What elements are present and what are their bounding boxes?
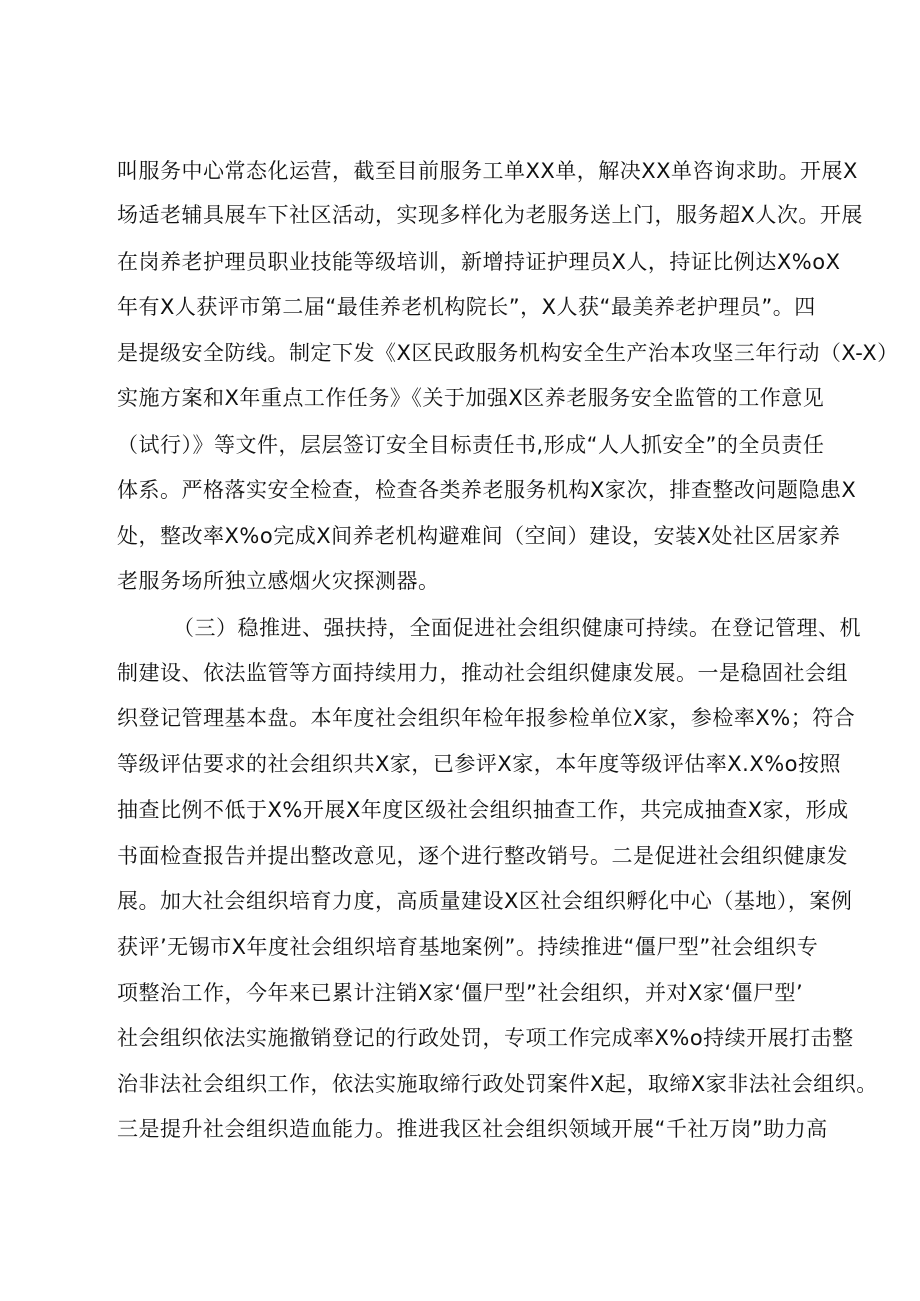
text-line: 项整治工作，今年来已累计注销X家‘僵尸型”社会组织，并对X家‘僵尸型’ — [117, 981, 804, 1005]
text-line: 三是提升社会组织造血能力。推进我区社会组织领域开展“千社万岗”助力高 — [117, 1117, 828, 1141]
text-line: 展。加大社会组织培育力度，高质量建设X区社会组织孵化中心（基地），案例 — [117, 889, 853, 913]
text-line: 是提级安全防线。制定下发《X区民政服务机构安全生产治本攻坚三年行动（X-X） — [117, 341, 899, 365]
text-line: 在岗养老护理员职业技能等级培训，新增持证护理员X人，持证比例达X%oX — [117, 250, 841, 274]
text-line: 叫服务中心常态化运营，截至目前服务工单XX单，解决XX单咨询求助。开展X — [117, 159, 858, 183]
text-line: 获评’无锡市X年度社会组织培育基地案例”。持续推进“僵尸型”社会组织专 — [117, 935, 819, 959]
text-line: 社会组织依法实施撤销登记的行政处罚，专项工作完成率X%o持续开展打击整 — [117, 1026, 854, 1050]
text-line: 老服务场所独立感烟火灾探测器。 — [117, 569, 440, 593]
text-line: 治非法社会组织工作，依法实施取缔行政处罚案件X起，取缔X家非法社会组织。 — [117, 1072, 878, 1096]
text-line: （试行）》等文件，层层签订安全目标责任书,形成“人人抓安全”的全员责任 — [117, 433, 825, 457]
text-line: 书面检查报告并提出整改意见，逐个进行整改销号。二是促进社会组织健康发 — [117, 844, 848, 868]
text-line: 制建设、依法监管等方面持续用力，推动社会组织健康发展。一是稳固社会组 — [117, 661, 848, 685]
text-line: 实施方案和X年重点工作任务》《关于加强X区养老服务安全监管的工作意见 — [117, 386, 825, 410]
text-line: 抽查比例不低于X%开展X年度区级社会组织抽查工作，共完成抽查X家，形成 — [117, 798, 849, 822]
text-line: 体系。严格落实安全检查，检查各类养老服务机构X家次，排查整改问题隐患X — [117, 478, 857, 502]
text-line: 处，整改率X%o完成X间养老机构避难间（空间）建设，安装X处社区居家养 — [117, 524, 841, 548]
paragraph-heading-line: （三）稳推进、强扶持，全面促进社会组织健康可持续。在登记管理、机 — [173, 616, 861, 640]
text-line: 场适老辅具展车下社区活动，实现多样化为老服务送上门，服务超X人次。开展 — [117, 203, 863, 227]
text-line: 年有X人获评市第二届“最佳养老机构院长”，X人获“最美养老护理员”。四 — [117, 295, 816, 319]
text-line: 织登记管理基本盘。本年度社会组织年检年报参检单位X家，参检率X%；符合 — [117, 706, 856, 730]
text-line: 等级评估要求的社会组织共X家，已参评X家，本年度等级评估率X.X%o按照 — [117, 752, 842, 776]
